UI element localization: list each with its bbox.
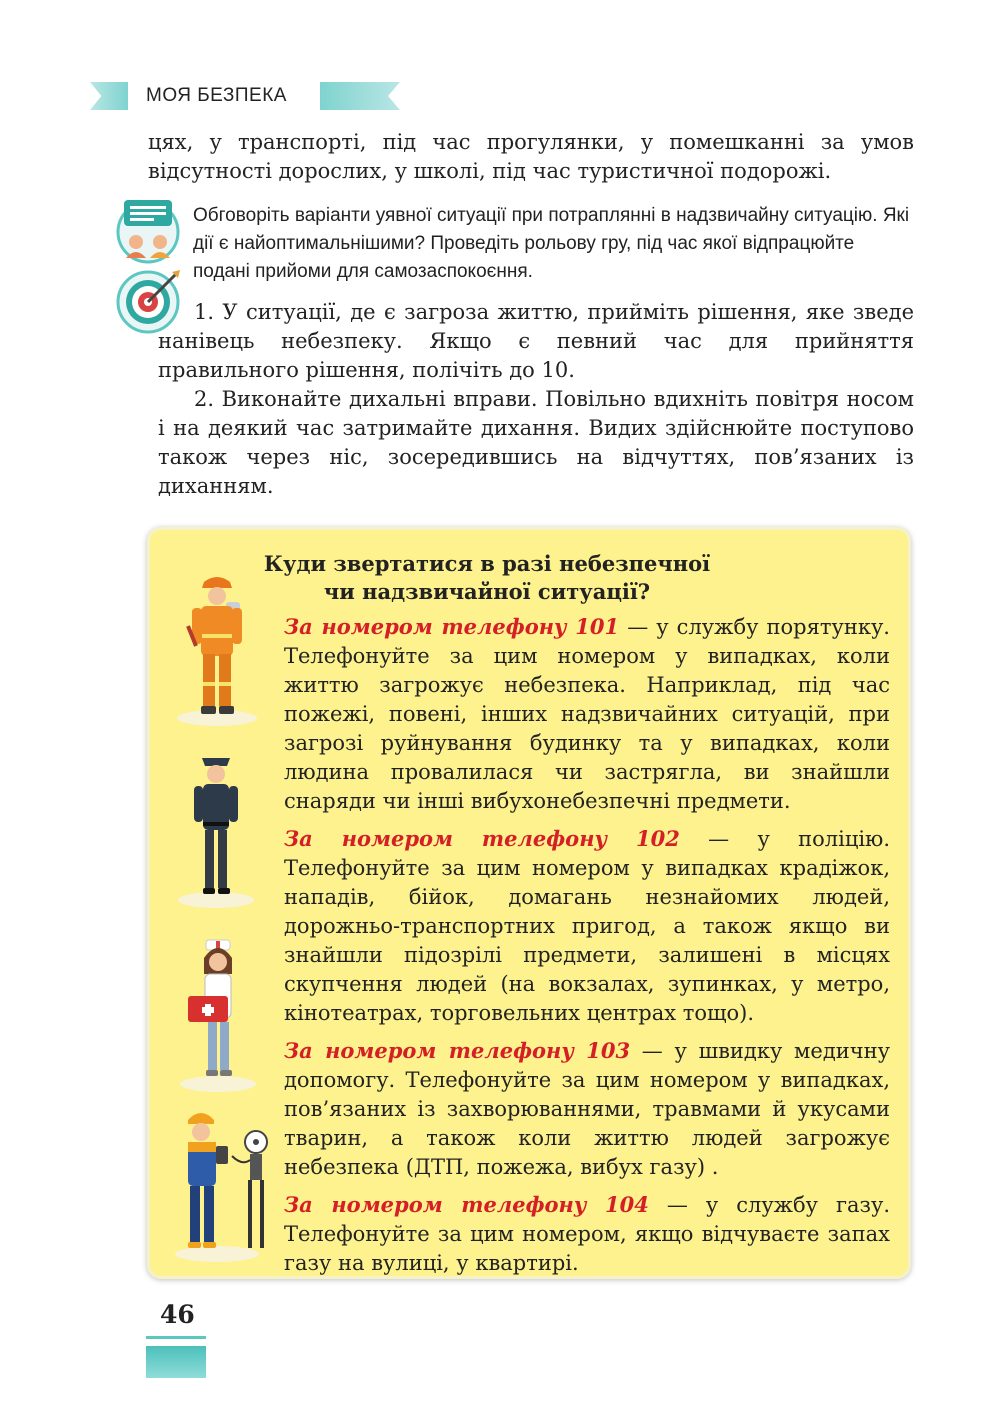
phone-103-label: За номером телефону 103 — [284, 1038, 631, 1063]
box-title — [150, 550, 914, 606]
box-title-line-2: чи надзвичайної ситуації? — [323, 579, 651, 604]
section-title: МОЯ БЕЗПЕКА — [146, 85, 287, 106]
gas-worker-figure — [172, 1106, 272, 1264]
header-ribbon-left — [90, 82, 128, 110]
intro-paragraph: цях, у транспорті, під час прогулянки, у помешканні за умов відсутності дорослих, у школі, під час туристичної подорожі. — [148, 130, 914, 183]
emergency-numbers-box — [147, 527, 911, 1279]
calming-steps — [158, 298, 914, 501]
step-item: 1. У ситуації, де є загроза життю, прийміть рішення, яке зведе нанівець небезпеку. Якщо є певний час для прийняття правильного рішення, полічіть до 10. — [158, 300, 914, 382]
police-officer-figure — [176, 750, 256, 910]
firefighter-figure — [174, 572, 260, 728]
phone-102-label: За номером телефону 102 — [284, 826, 680, 851]
step-item: 2. Виконайте дихальні вправи. Повільно вдихніть повітря носом і на деякий час затримайте дихання. Видих здійснюйте поступово також через ніс, зосередившись на відчуттях, пов’язаних із диханням. — [158, 387, 914, 498]
phone-104-label: За номером телефону 104 — [284, 1192, 649, 1217]
page-number: 46 — [160, 1300, 195, 1329]
page-number-bar — [146, 1346, 206, 1378]
section-text: — у службу порятунку. Телефонуйте за цим номером у випадках, коли життю загрожує небезпека. Наприклад, під час пожежі, повені, інших надзвичайних ситуацій, при загрозі руйнування будинку та у випадках, коли людина провалилася чи застрягла, ви знайшли снаряди чи інші вибухонебезпечні предмети. — [284, 615, 890, 813]
section-104 — [284, 1190, 890, 1278]
nurse-figure — [178, 934, 258, 1094]
section-101 — [284, 612, 890, 816]
task-instructions: Обговоріть варіанти уявної ситуації при потраплянні в надзвичайну ситуацію. Які дії є найоптимальнішими? Проведіть рольову гру, під час якої відпрацюйте подані прийоми для самозаспокоєння. — [193, 205, 910, 282]
section-text: — у швидку медичну допомогу. Телефонуйте за цим номером у випадках, пов’язаних із захворюваннями, травмами й укусами тварин, а також коли життю людей загрожує небезпека (ДТП, пожежа, вибух газу) . — [284, 1039, 890, 1179]
header-ribbon-right — [320, 82, 400, 110]
page-number-rule — [146, 1336, 206, 1339]
emergency-sections — [284, 612, 890, 1286]
section-text: — у поліцію. Телефонуйте за цим номером у випадках крадіжок, нападів, бійок, домагань незнайомих людей, дорожньо-транспортних пригод, а також якщо ви знайшли підозрілі предмети, залишені в місцях скупчення людей (на вокзалах, зупинках, у метро, кінотеатрах, торговельних центрах тощо). — [284, 827, 890, 1025]
section-text: — у службу газу. Телефонуйте за цим номером, якщо відчуваєте запах газу на вулиці, у квартирі. — [284, 1193, 890, 1275]
section-103 — [284, 1036, 890, 1182]
phone-101-label: За номером телефону 101 — [284, 614, 620, 639]
box-title-line-1: Куди звертатися в разі небезпечної — [263, 551, 711, 576]
section-102 — [284, 824, 890, 1028]
